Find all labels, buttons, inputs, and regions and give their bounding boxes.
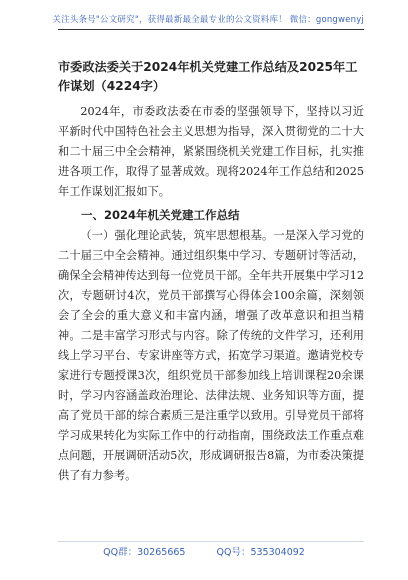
document-title: 市委政法委关于2024年机关党建工作总结及2025年工作谋划（4224字） [58,60,358,93]
section-heading: 一、2024年机关党建工作总结 [81,208,240,222]
intro-paragraph: 2024年，市委政法委在市委的坚强领导下，坚持以习近平新时代中国特色社会主义思想为指导，深入贯彻党的二十大和二十届三中全会精神，紧紧围绕机关党建工作目标，扎实推进各项工作，取得了显著成效。现将2024年工作总结和2025年工作谋划汇报如下。 [58,105,364,198]
header-divider [58,29,364,30]
footer-qq-number: QQ号：535304092 [216,547,305,558]
header-banner: 关注头条号"公文研究"，获得最新最全最专业的公文资料库！ 微信：gongwenyj [52,15,364,25]
section-paragraph: （一）强化理论武装，筑牢思想根基。一是深入学习党的二十届三中全会精神。通过组织集中学习、专题研讨等活动，确保全会精神传达到每一位党员干部。全年共开展集中学习12次，专题研讨4次，党员干部撰写心得体会100余篇，深刻领会了全会的重大意义和丰富内涵，增强了改革意识和担当精神。二是丰富学习形式与内容。除了传统的文件学习，还利用线上学习平台、专家讲座等方式，拓宽学习渠道。邀请党校专家进行专题授课3次，组织党员干部参加线上培训课程20余课时，学习内容涵盖政治理论、法律法规、业务知识等方面，提高了党员干部的综合素质三是注重学以致用。引导党员干部将学习成果转化为实际工作中的行动指南，围绕政法工作重点难点问题，开展调研活动5次，形成调研报告8篇，为市委决策提供了有力参考。 [58,229,364,482]
footer [0,544,408,558]
footer-qq-group: QQ群：30265665 [103,547,186,558]
document-body [58,58,364,486]
footer-divider [58,541,364,542]
